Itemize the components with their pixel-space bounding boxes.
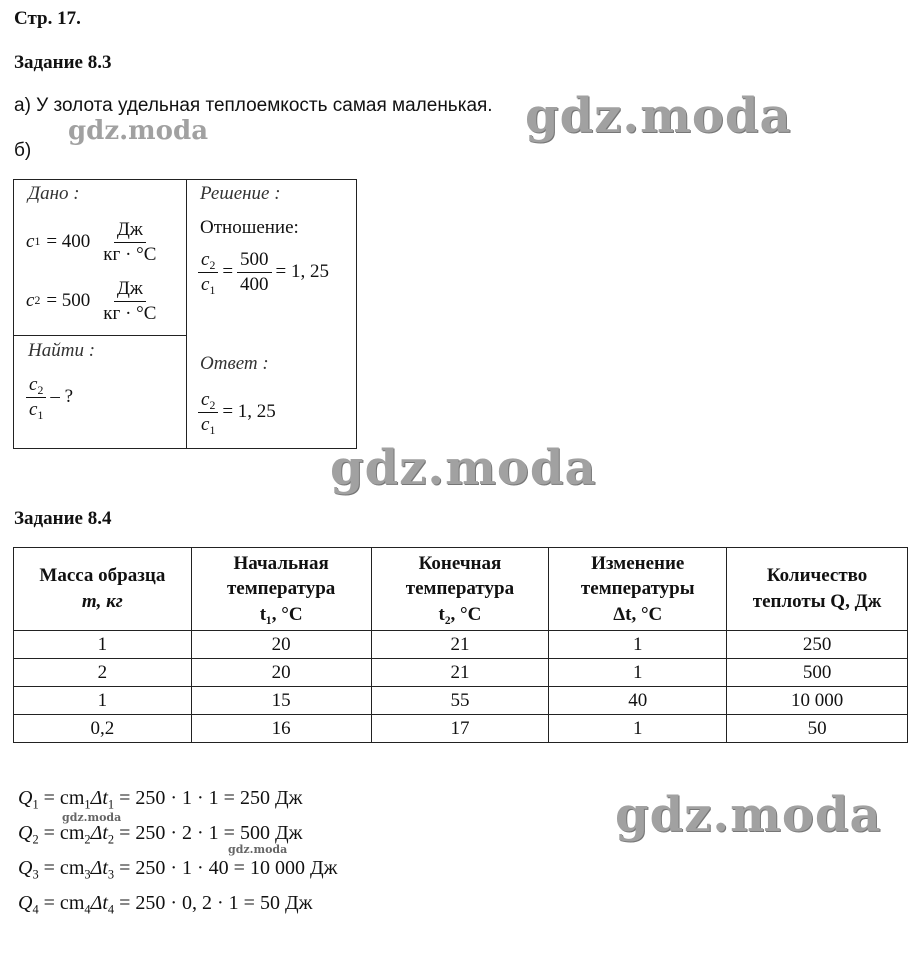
box-divider-horizontal xyxy=(14,335,186,336)
table-cell: 20 xyxy=(191,631,371,659)
task-8-4-title: Задание 8.4 xyxy=(14,508,112,529)
task-8-3-label-b: б) xyxy=(14,140,32,161)
watermark-logo: gdz.moda xyxy=(62,811,122,824)
watermark-logo: gdz.moda xyxy=(615,787,882,843)
task-8-3-answer-a: а) У золота удельная теплоемкость самая маленькая. xyxy=(14,95,493,116)
formula-q1: $Q_1 = cm_1\Delta t_1 = 250 \cdot 1 \cdot 1 = 250$ Дж xyxy=(18,787,303,812)
table-cell: 21 xyxy=(371,631,549,659)
table-cell: 1 xyxy=(14,687,192,715)
given-c1: c 1 = 400 $\frac{Дж}{кг \cdot ^\circ С}$ xyxy=(26,219,157,265)
table-cell: 21 xyxy=(371,659,549,687)
header-final-temp: Конечная температура t₂, °С xyxy=(371,548,549,631)
table-cell: 1 xyxy=(549,631,727,659)
ratio-label: Отношение: xyxy=(200,217,299,238)
formula-q3: $Q_3 = cm_3\Delta t_3 = 250 \cdot 1 \cdot 40 = 10$ 000 Дж xyxy=(18,857,338,882)
table-row xyxy=(14,659,908,687)
answer-equation: $\frac{c_2}{c_1}$ = 1, 25 xyxy=(198,390,276,435)
header-mass: Масса образца m, кг xyxy=(14,548,192,631)
table-cell: 15 xyxy=(191,687,371,715)
table-cell: 0,2 xyxy=(14,715,192,743)
table-header-row xyxy=(14,548,908,631)
table-cell: 17 xyxy=(371,715,549,743)
header-heat: Количество теплоты Q, Дж xyxy=(727,548,908,631)
find-ratio: $\frac{c_2}{c_1}$ – ? xyxy=(26,375,73,420)
table-cell: 250 xyxy=(727,631,908,659)
solution-heading: Решение : xyxy=(200,183,281,204)
table-cell: 10 000 xyxy=(727,687,908,715)
heat-table xyxy=(13,547,908,743)
find-heading: Найти : xyxy=(28,340,96,361)
table-cell: 40 xyxy=(549,687,727,715)
table-row xyxy=(14,631,908,659)
given-c2: c 2 = 500 $\frac{Дж}{кг \cdot ^\circ С}$ xyxy=(26,278,157,324)
watermark-logo: gdz.moda xyxy=(330,440,597,496)
task-8-3-title: Задание 8.3 xyxy=(14,52,112,73)
header-temp-change: Изменение температуры Δt, °С xyxy=(549,548,727,631)
table-row xyxy=(14,715,908,743)
table-cell: 50 xyxy=(727,715,908,743)
table-cell: 55 xyxy=(371,687,549,715)
table-cell: 500 xyxy=(727,659,908,687)
table-cell: 20 xyxy=(191,659,371,687)
table-row xyxy=(14,687,908,715)
given-solution-box xyxy=(13,179,357,449)
page-label: Стр. 17. xyxy=(14,8,81,29)
box-divider-vertical xyxy=(186,180,187,448)
given-heading: Дано : xyxy=(28,183,80,204)
formula-q2: $Q_2 = cm_2\Delta t_2 = 250 \cdot 2 \cdot 1 = 500$ Дж xyxy=(18,822,303,847)
answer-heading: Ответ : xyxy=(200,353,269,374)
table-cell: 1 xyxy=(14,631,192,659)
table-cell: 1 xyxy=(549,715,727,743)
formula-q4: $Q_4 = cm_4\Delta t_4 = 250 \cdot 0$, 2 · 1 = 50 Дж xyxy=(18,892,313,917)
ratio-equation: $\frac{c_2}{c_1}$ = $\frac{500}{400}$ = 1, 25 xyxy=(198,250,329,295)
table-cell: 2 xyxy=(14,659,192,687)
watermark-logo: gdz.moda xyxy=(228,843,288,856)
header-initial-temp: Начальная температура t₁, °С xyxy=(191,548,371,631)
table-cell: 16 xyxy=(191,715,371,743)
table-cell: 1 xyxy=(549,659,727,687)
watermark-logo: gdz.moda xyxy=(68,116,209,146)
watermark-logo: gdz.moda xyxy=(525,88,792,144)
